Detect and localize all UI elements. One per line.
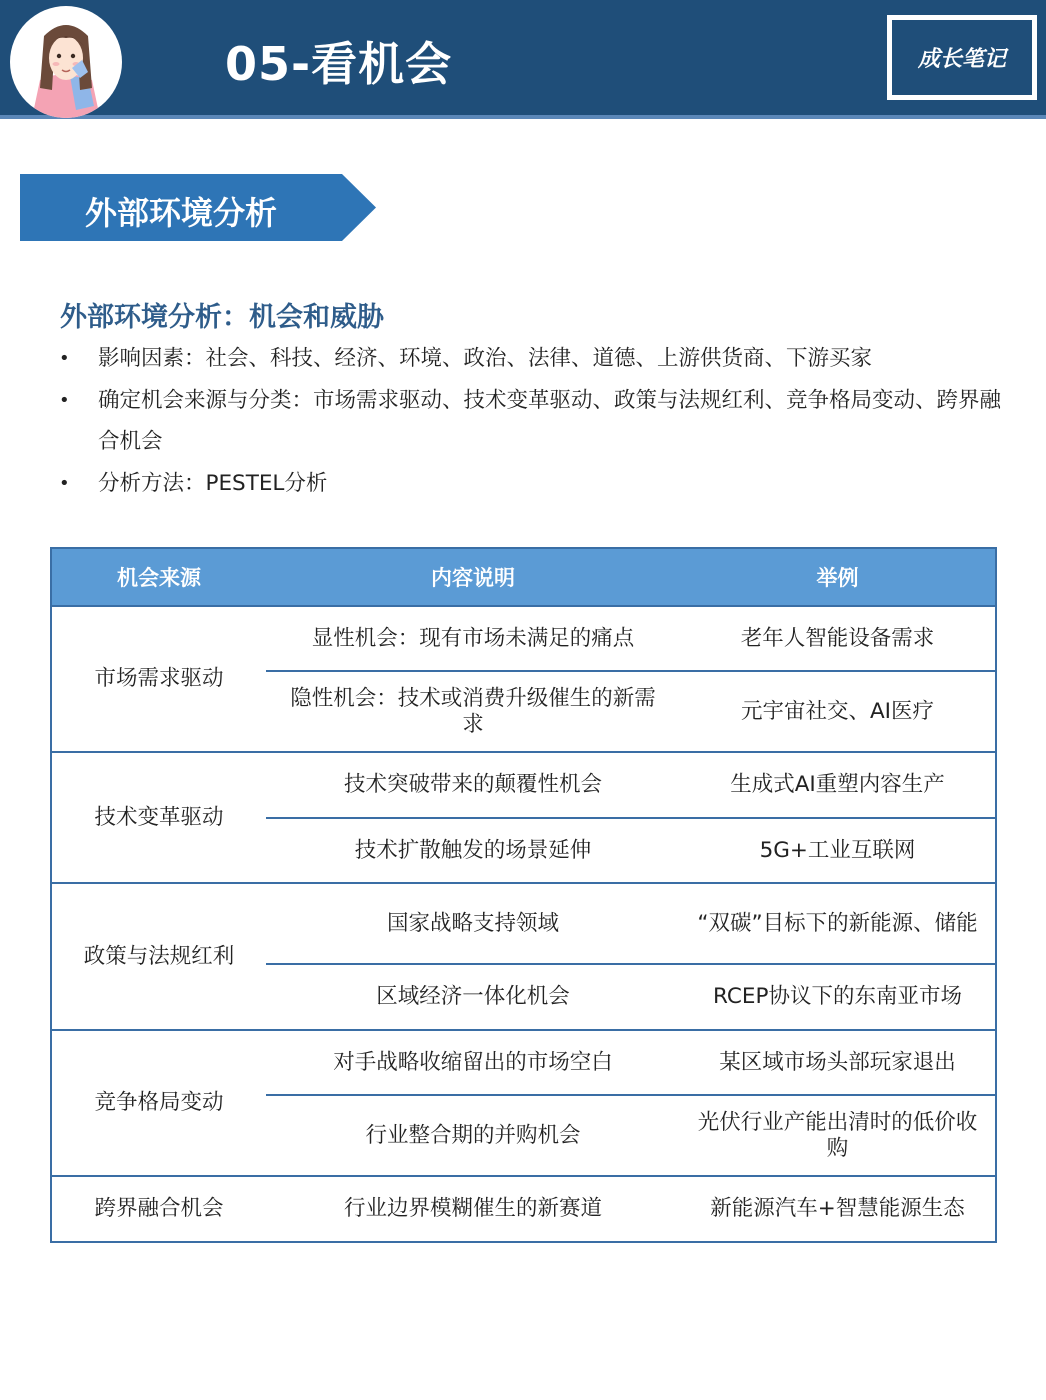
page-title: 05-看机会 [225, 37, 453, 91]
opportunity-table [50, 547, 997, 1243]
content-cell: 对手战略收缩留出的市场空白 [266, 1030, 680, 1095]
page-header [0, 0, 1046, 119]
list-item: • 确定机会来源与分类：市场需求驱动、技术变革驱动、政策与法规红利、竞争格局变动、跨界融合机会 [55, 380, 1005, 463]
example-cell: 新能源汽车+智慧能源生态 [710, 1195, 965, 1221]
content-cell: 技术突破带来的颠覆性机会 [266, 752, 680, 818]
bullet-dot-icon: • [59, 389, 70, 411]
content-cell: 隐性机会：技术或消费升级催生的新需求 [266, 671, 680, 752]
column-header: 内容说明 [266, 549, 680, 606]
source-cell: 政策与法规红利 [52, 883, 266, 1030]
table-row [52, 883, 995, 964]
bullet-dot-icon: • [59, 348, 70, 369]
example-cell: 某区域市场头部玩家退出 [680, 1030, 995, 1095]
example-cell: 老年人智能设备需求 [680, 606, 995, 671]
list-item: • 分析方法：PESTEL分析 [55, 463, 1005, 505]
example-cell: 5G+工业互联网 [680, 818, 995, 883]
example-cell: 元宇宙社交、AI医疗 [680, 671, 995, 752]
content-cell: 行业整合期的并购机会 [266, 1095, 680, 1176]
table-row [52, 1176, 995, 1240]
brand-label: 成长笔记 [917, 47, 1006, 72]
subheading: 外部环境分析：机会和威胁 [60, 302, 384, 333]
content-cell: 显性机会：现有市场未满足的痛点 [266, 606, 680, 671]
example-cell: 光伏行业产能出清时的低价收购 [680, 1095, 995, 1176]
column-header: 机会来源 [52, 549, 266, 606]
bullet-list [55, 338, 1005, 504]
content-cell: 技术扩散触发的场景延伸 [266, 818, 680, 883]
source-cell: 技术变革驱动 [52, 752, 266, 883]
example-cell: RCEP协议下的东南亚市场 [680, 964, 995, 1030]
content-cell: 国家战略支持领域 [266, 883, 680, 964]
section-banner [20, 174, 376, 241]
source-cell: 市场需求驱动 [52, 606, 266, 752]
table-row [52, 1030, 995, 1095]
source-cell: 竞争格局变动 [52, 1030, 266, 1176]
list-item: • 影响因素：社会、科技、经济、环境、政治、法律、道德、上游供货商、下游买家 [55, 338, 1005, 380]
section-title: 外部环境分析 [85, 194, 278, 232]
example-cell: “双碳”目标下的新能源、储能 [680, 883, 995, 964]
example-cell: 生成式AI重塑内容生产 [680, 752, 995, 818]
table-row [52, 606, 995, 671]
source-cell: 跨界融合机会 [94, 1195, 224, 1221]
table-header-row [52, 549, 995, 606]
avatar-illustration-icon [10, 6, 122, 118]
table-row [52, 752, 995, 818]
content-cell: 区域经济一体化机会 [266, 964, 680, 1030]
bullet-dot-icon: • [59, 472, 70, 494]
avatar [10, 6, 122, 118]
content-cell: 行业边界模糊催生的新赛道 [343, 1195, 602, 1221]
brand-badge [887, 15, 1037, 100]
column-header: 举例 [680, 549, 995, 606]
